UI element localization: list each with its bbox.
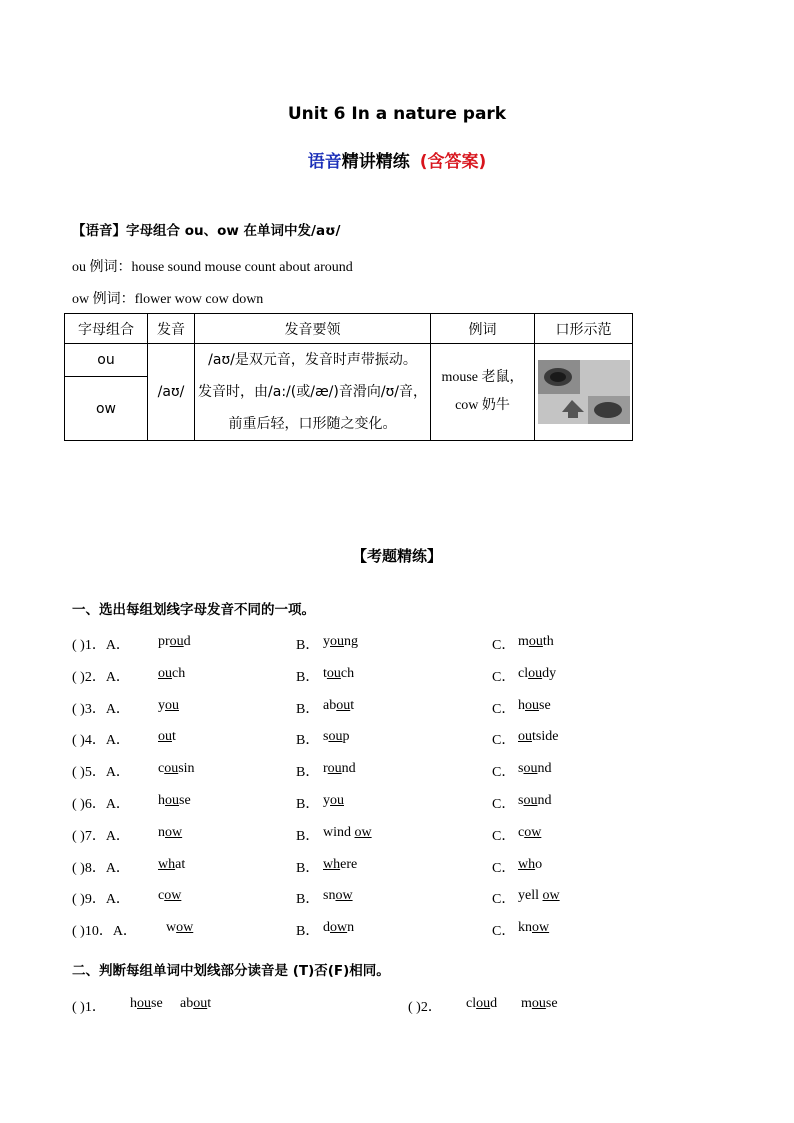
option-b-label: B． xyxy=(296,701,320,717)
option-a-word xyxy=(158,825,182,841)
underlined-part: ou xyxy=(476,996,491,1011)
option-c-label: C． xyxy=(492,638,516,653)
underlined-letters: ow xyxy=(330,920,348,936)
question-number[interactable]: ( )5．A． xyxy=(72,765,130,781)
underlined-letters: ou xyxy=(158,665,172,681)
word-part: c xyxy=(158,888,165,904)
option-a-word xyxy=(158,729,176,745)
option-c-word xyxy=(518,666,556,682)
underlined-part: ou xyxy=(137,996,151,1011)
underlined-letters: ou xyxy=(518,729,532,745)
part1-heading: 一、选出每组划线字母发音不同的一项。 xyxy=(72,602,315,618)
option-b-label: B． xyxy=(296,892,320,908)
option-c-label: C． xyxy=(492,701,516,717)
word-part: y xyxy=(323,793,330,808)
word-part: m xyxy=(518,634,529,649)
question-number[interactable]: ( )4．A． xyxy=(72,733,130,749)
tip-line: 发音时，由/a:/(或/æ/)音滑向/ʊ/音， xyxy=(198,384,427,400)
underlined-letters: ow xyxy=(524,824,542,840)
option-c-label: C． xyxy=(492,765,516,781)
option-a-word xyxy=(158,698,179,714)
question-row xyxy=(72,698,752,718)
header-combo: 字母组合 xyxy=(65,314,148,344)
option-b-word xyxy=(323,888,353,904)
word-part: r xyxy=(323,761,328,777)
underlined-letters: ou xyxy=(169,634,184,649)
option-c-label: C． xyxy=(492,892,516,908)
word-part: t xyxy=(323,665,327,681)
word-part: sn xyxy=(323,888,336,904)
mouth-cell xyxy=(535,344,633,441)
option-a-word xyxy=(158,634,191,650)
option-a-word xyxy=(158,857,185,873)
question-number[interactable]: ( )9．A． xyxy=(72,892,130,908)
option-b-label: B． xyxy=(296,733,320,749)
option-b-word xyxy=(323,666,354,682)
underlined-letters: ou xyxy=(330,634,344,649)
question-row xyxy=(72,634,752,654)
page-subtitle xyxy=(0,147,794,172)
word-part: nd xyxy=(341,761,356,777)
underlined-letters: ow xyxy=(176,920,194,936)
underlined-letters: ou xyxy=(523,793,538,808)
word-part: c xyxy=(518,824,525,840)
option-c-word xyxy=(518,729,558,745)
underlined-part: ou xyxy=(531,996,546,1011)
option-c-word xyxy=(518,634,554,650)
word-part: t xyxy=(172,729,176,745)
judge-q2-word1 xyxy=(466,996,497,1012)
part2-heading: 二、判断每组单词中划线部分读音是 (T)否(F)相同。 xyxy=(72,963,390,979)
option-a-word xyxy=(158,888,181,904)
underlined-letters: ow xyxy=(542,888,560,904)
option-b-label: B． xyxy=(296,765,320,781)
tips-cell xyxy=(195,344,431,441)
option-b-word xyxy=(323,698,354,714)
underlined-letters: ow xyxy=(532,920,550,936)
word-part: yell xyxy=(518,888,543,904)
question-row xyxy=(72,761,752,781)
underlined-letters: ou xyxy=(165,793,179,808)
word-part: sin xyxy=(178,761,195,777)
underlined-letters: ou xyxy=(328,729,343,745)
tip-line: /aʊ/是双元音，发音时声带振动。 xyxy=(208,352,417,368)
option-c-label: C． xyxy=(492,924,516,940)
option-c-word xyxy=(518,793,551,809)
option-b-word xyxy=(323,634,358,650)
word-part: h xyxy=(518,697,525,713)
judge-q1-word1 xyxy=(130,996,163,1012)
option-b-word xyxy=(323,793,344,809)
underlined-letters: ow xyxy=(164,888,182,904)
example-mouse: mouse 老鼠， xyxy=(441,370,524,385)
underlined-letters: ou xyxy=(528,634,543,649)
word-part: wind xyxy=(323,824,355,840)
option-a-word xyxy=(158,666,185,682)
question-number[interactable]: ( )10．A． xyxy=(72,924,137,940)
option-b-word xyxy=(323,729,349,745)
option-c-label: C． xyxy=(492,860,516,876)
word-part: nd xyxy=(537,793,552,808)
option-a-word xyxy=(166,920,193,936)
word-part: se xyxy=(179,793,191,808)
option-b-label: B． xyxy=(296,638,320,653)
question-row xyxy=(72,666,752,686)
word-part: n xyxy=(158,824,165,840)
word-part: pr xyxy=(158,634,170,649)
combo-ou: ou xyxy=(65,344,148,377)
subtitle-phonics: 语音 xyxy=(307,152,342,172)
option-c-word xyxy=(518,920,549,936)
judge-row xyxy=(72,996,752,1016)
underlined-letters: wh xyxy=(158,856,176,872)
word-part: cl xyxy=(466,996,477,1011)
underlined-letters: ow xyxy=(354,824,372,840)
word-part: ch xyxy=(172,665,186,681)
option-a-word xyxy=(158,793,191,809)
word-part: h xyxy=(130,996,137,1011)
word-part: se xyxy=(151,996,163,1011)
judge-q2-number[interactable]: ( )2． xyxy=(408,1000,442,1015)
question-row xyxy=(72,825,752,845)
question-number[interactable]: ( )2．A． xyxy=(72,669,130,685)
word-part: y xyxy=(158,697,165,713)
question-number[interactable]: ( )1．A． xyxy=(72,638,130,653)
header-tips: 发音要领 xyxy=(195,314,431,344)
word-part: ere xyxy=(340,856,358,872)
option-c-label: C． xyxy=(492,828,516,844)
word-part: th xyxy=(542,634,554,649)
underlined-letters: ow xyxy=(335,888,353,904)
underlined-letters: ow xyxy=(165,824,183,840)
word-part: ch xyxy=(340,665,355,681)
option-c-word xyxy=(518,761,551,777)
word-part: p xyxy=(342,729,350,745)
underlined-letters: wh xyxy=(323,856,341,872)
option-b-label: B． xyxy=(296,797,320,812)
option-b-word xyxy=(323,825,372,841)
option-c-label: C． xyxy=(492,669,516,685)
word-part: y xyxy=(323,634,330,649)
option-c-label: C． xyxy=(492,797,516,812)
option-b-label: B． xyxy=(296,924,320,940)
word-part: ab xyxy=(180,996,194,1011)
word-part: se xyxy=(539,697,551,713)
question-number[interactable]: ( )8．A． xyxy=(72,860,130,876)
mouth-shape-image xyxy=(538,360,630,424)
option-c-word xyxy=(518,888,560,904)
underlined-letters: ou xyxy=(523,761,538,777)
examples-cell xyxy=(431,344,535,441)
exam-heading: 【考题精练】 xyxy=(351,547,442,565)
question-row xyxy=(72,888,752,908)
option-c-word xyxy=(518,825,541,841)
word-part: at xyxy=(175,856,186,872)
example-cow: cow 奶牛 xyxy=(455,398,510,413)
option-b-word xyxy=(323,920,354,936)
word-part: t xyxy=(350,697,355,713)
word-part: cl xyxy=(518,665,529,681)
word-part: ab xyxy=(323,697,337,713)
ou-examples: ou 例词：house sound mouse count about around xyxy=(72,260,353,275)
word-part: s xyxy=(518,793,524,808)
word-part: d xyxy=(183,634,191,649)
word-part: d xyxy=(490,996,498,1011)
underlined-letters: ou xyxy=(165,697,179,713)
underlined-letters: ou xyxy=(336,697,351,713)
question-number[interactable]: ( )3．A． xyxy=(72,701,130,717)
word-part: n xyxy=(347,920,355,936)
underlined-letters: ou xyxy=(330,793,344,808)
sound-cell: /aʊ/ xyxy=(148,344,195,441)
question-row xyxy=(72,857,752,877)
word-part: tside xyxy=(532,729,559,745)
word-part: t xyxy=(207,996,212,1011)
question-row xyxy=(72,920,752,940)
underlined-letters: ou xyxy=(528,665,543,681)
option-c-word xyxy=(518,857,542,873)
underlined-part: ou xyxy=(193,996,208,1011)
ow-examples: ow 例词：flower wow cow down xyxy=(72,292,264,307)
question-number[interactable]: ( )7．A． xyxy=(72,828,130,844)
header-mouth: 口形示范 xyxy=(535,314,633,344)
word-part: ng xyxy=(344,634,358,649)
option-b-label: B． xyxy=(296,669,320,685)
judge-q1-number[interactable]: ( )1． xyxy=(72,1000,106,1015)
combo-ow: ow xyxy=(65,377,148,441)
option-a-word xyxy=(158,761,195,777)
phonics-table xyxy=(64,313,633,441)
word-part: kn xyxy=(518,920,532,936)
option-b-label: B． xyxy=(296,860,320,876)
option-b-word xyxy=(323,857,357,873)
word-part: w xyxy=(166,920,177,936)
header-examples: 例词 xyxy=(431,314,535,344)
question-row xyxy=(72,729,752,749)
underlined-letters: wh xyxy=(518,856,536,872)
underlined-letters: ou xyxy=(327,761,342,777)
option-c-label: C． xyxy=(492,733,516,749)
underlined-letters: ou xyxy=(158,729,172,745)
word-part: d xyxy=(323,920,330,936)
question-number[interactable]: ( )6．A． xyxy=(72,797,130,812)
subtitle-answers: (含答案) xyxy=(419,152,487,172)
word-part: dy xyxy=(542,665,557,681)
word-part: nd xyxy=(537,761,552,777)
tip-line: 前重后轻，口形随之变化。 xyxy=(228,416,397,432)
word-part: s xyxy=(323,729,329,745)
page-title: Unit 6 In a nature park xyxy=(287,104,507,124)
judge-q1-word2 xyxy=(180,996,211,1012)
option-b-word xyxy=(323,761,356,777)
subtitle-practice: 精讲精练 xyxy=(341,152,410,172)
word-part: o xyxy=(535,856,543,872)
word-part: h xyxy=(158,793,165,808)
word-part: s xyxy=(518,761,524,777)
underlined-letters: ou xyxy=(525,697,539,713)
word-part: se xyxy=(545,996,558,1011)
word-part: c xyxy=(158,761,165,777)
phonics-heading: 【语音】字母组合 ou、ow 在单词中发/aʊ/ xyxy=(72,223,341,239)
underlined-letters: ou xyxy=(326,665,341,681)
judge-q2-word2 xyxy=(521,996,558,1012)
option-c-word xyxy=(518,698,551,714)
header-sound: 发音 xyxy=(148,314,195,344)
underlined-letters: ou xyxy=(164,761,179,777)
word-part: m xyxy=(521,996,532,1011)
option-b-label: B． xyxy=(296,828,320,844)
question-row xyxy=(72,793,752,813)
